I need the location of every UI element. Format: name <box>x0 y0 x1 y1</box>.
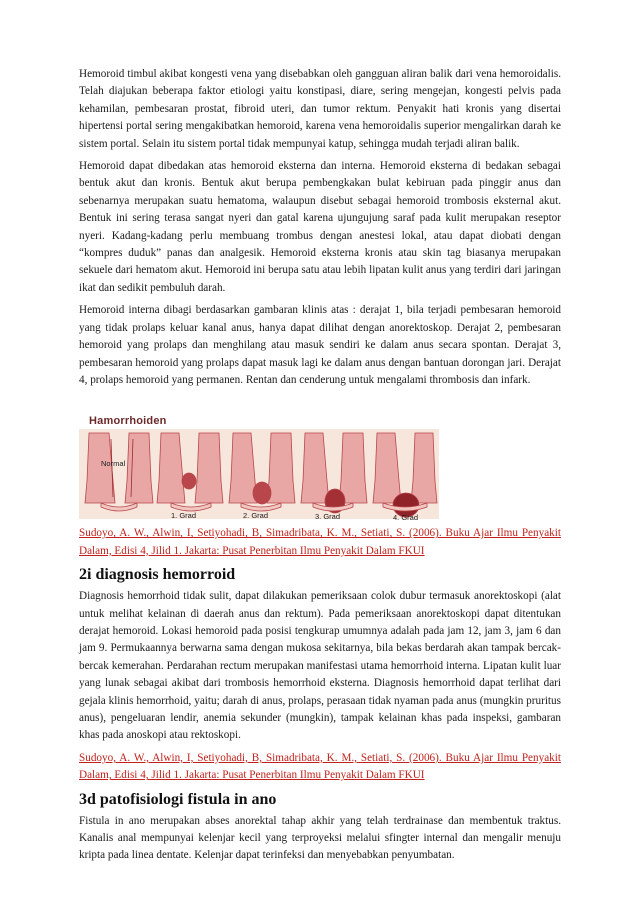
figure-label-normal: Normal <box>101 459 126 469</box>
paragraph-diagnosis: Diagnosis hemorrhoid tidak sulit, dapat dilakukan pemeriksaan colok dubur termasuk anorektoskopi (alat untuk melihat kelainan di daerah anus dan rektum). Pada pemeriksaan anorektoskopi dapat ditentukan derajat hemoroid. Lokasi hemoroid pada posisi tengkurap umumnya adalah pada jam 12, jam 3, jam 6 dan jam 9. Permukaannya berwarna sama dengan mukosa sekitarnya, bila bekas berdarah akan tampak bercak-bercak kemerahan. Perdarahan rectum merupakan manifestasi utama hemorrhoid interna. Lipatan kulit luar yang lunak sebagai akibat dari trombosis hemorrhoid eksterna. Diagnosis hemorrhoid dapat terlihat dari gejala klinis hemorrhoid, yaitu; darah di anus, prolaps, perasaan tidak nyaman pada anus (mungkin pruritus anus), pengeluaran lendir, anemia sekunder (mungkin), tampak kelainan khas pada inspeksi, gambaran khas pada anoskopi atau rektoskopi. <box>79 590 561 742</box>
paragraph-classification: Hemoroid dapat dibedakan atas hemoroid eksterna dan interna. Hemoroid eksterna di bedakan sebagai bentuk akut dan kronis. Bentuk akut berupa pembengkakan bulat kebiruan pada pinggir anus dan sebenarnya merupakan suatu hematoma, walaupun disebut sebagai hemoroid trombosis eksternal akut. Bentuk ini sering terasa sangat nyeri dan gatal karena ujungujung saraf pada kulit merupakan reseptor nyeri. Kadang-kadang perlu membuang trombus dengan anestesi lokal, atau dapat diobati dengan “kompres duduk” panas dan analgesik. Hemoroid eksterna kronis atau skin tag biasanya merupakan sekuele dari hematom akut. Hemoroid ini berupa satu atau lebih lipatan kulit anus yang terdiri dari jaringan ikat dan sedikit pembuluh darah. <box>79 160 561 294</box>
paragraph-internal-grades: Hemoroid interna dibagi berdasarkan gambaran klinis atas : derajat 1, bila terjadi pembesaran hemoroid yang tidak prolaps keluar kanal anus, hanya dapat dilihat dengan anorektoskop. Derajat 2, pembesaran hemoroid yang prolaps dan menghilang atau masuk sendiri ke dalam anus secara spontan. Derajat 3, pembesaran hemoroid yang prolaps dapat masuk lagi ke dalam anus dengan bantuan dorongan jari. Derajat 4, prolaps hemoroid yang permanen. Rentan dan cenderung untuk mengalami thrombosis dan infark. <box>79 304 561 386</box>
figure-label-grade-2: 2. Grad <box>243 511 269 521</box>
figure-label-grade-4: 4. Grad <box>393 513 419 523</box>
figure-label-grade-1: 1. Grad <box>171 511 197 521</box>
figure-title: Hamorrhoiden <box>89 415 167 428</box>
heading-3d-fistula: 3d patofisiologi fistula in ano <box>79 790 277 808</box>
heading-2i-diagnosis: 2i diagnosis hemorroid <box>79 566 236 584</box>
paragraph-etiology: Hemoroid timbul akibat kongesti vena yang disebabkan oleh gangguan aliran balik dari vena hemoroidalis. Telah diajukan beberapa faktor etiologi yaitu konstipasi, diare, sering mengejan, kongesti pelvis pada kehamilan, pembesaran prostat, fibroid uteri, dan tumor rektum. Penyakit hati kronis yang disertai hipertensi portal sering mengakibatkan hemoroid, karena vena hemoroidalis superior mengalirkan darah ke sistem portal. Selain itu sistem portal tidak mempunyai katup, sehingga mudah terjadi aliran balik. <box>79 68 561 150</box>
document-page <box>79 66 561 870</box>
reference-link-2[interactable]: Sudoyo, A. W., Alwin, I, Setiyohadi, B, Simadribata, K. M., Setiati, S. (2006). Buku Ajar Ilmu Penyakit Dalam, Edisi 4, Jilid 1. Jakarta: Pusat Penerbitan Ilmu Penyakit Dalam FKUI <box>79 751 561 782</box>
reference-link-1[interactable]: Sudoyo, A. W., Alwin, I, Setiyohadi, B, Simadribata, K. M., Setiati, S. (2006). Buku Ajar Ilmu Penyakit Dalam, Edisi 4, Jilid 1. Jakarta: Pusat Penerbitan Ilmu Penyakit Dalam FKUI <box>79 527 561 557</box>
hemorrhoid-grades-figure <box>79 411 439 523</box>
paragraph-fistula: Fistula in ano merupakan abses anorektal tahap akhir yang telah terdrainase dan membentuk traktus. Kanalis anal mempunyai kelenjar kecil yang terproyeksi melalui sfingter internal dan mengalir menuju kripta pada linea dentate. Kelenjar dapat terinfeksi dan menyebabkan penyumbatan. <box>79 814 561 862</box>
figure-label-grade-3: 3. Grad <box>315 512 341 522</box>
